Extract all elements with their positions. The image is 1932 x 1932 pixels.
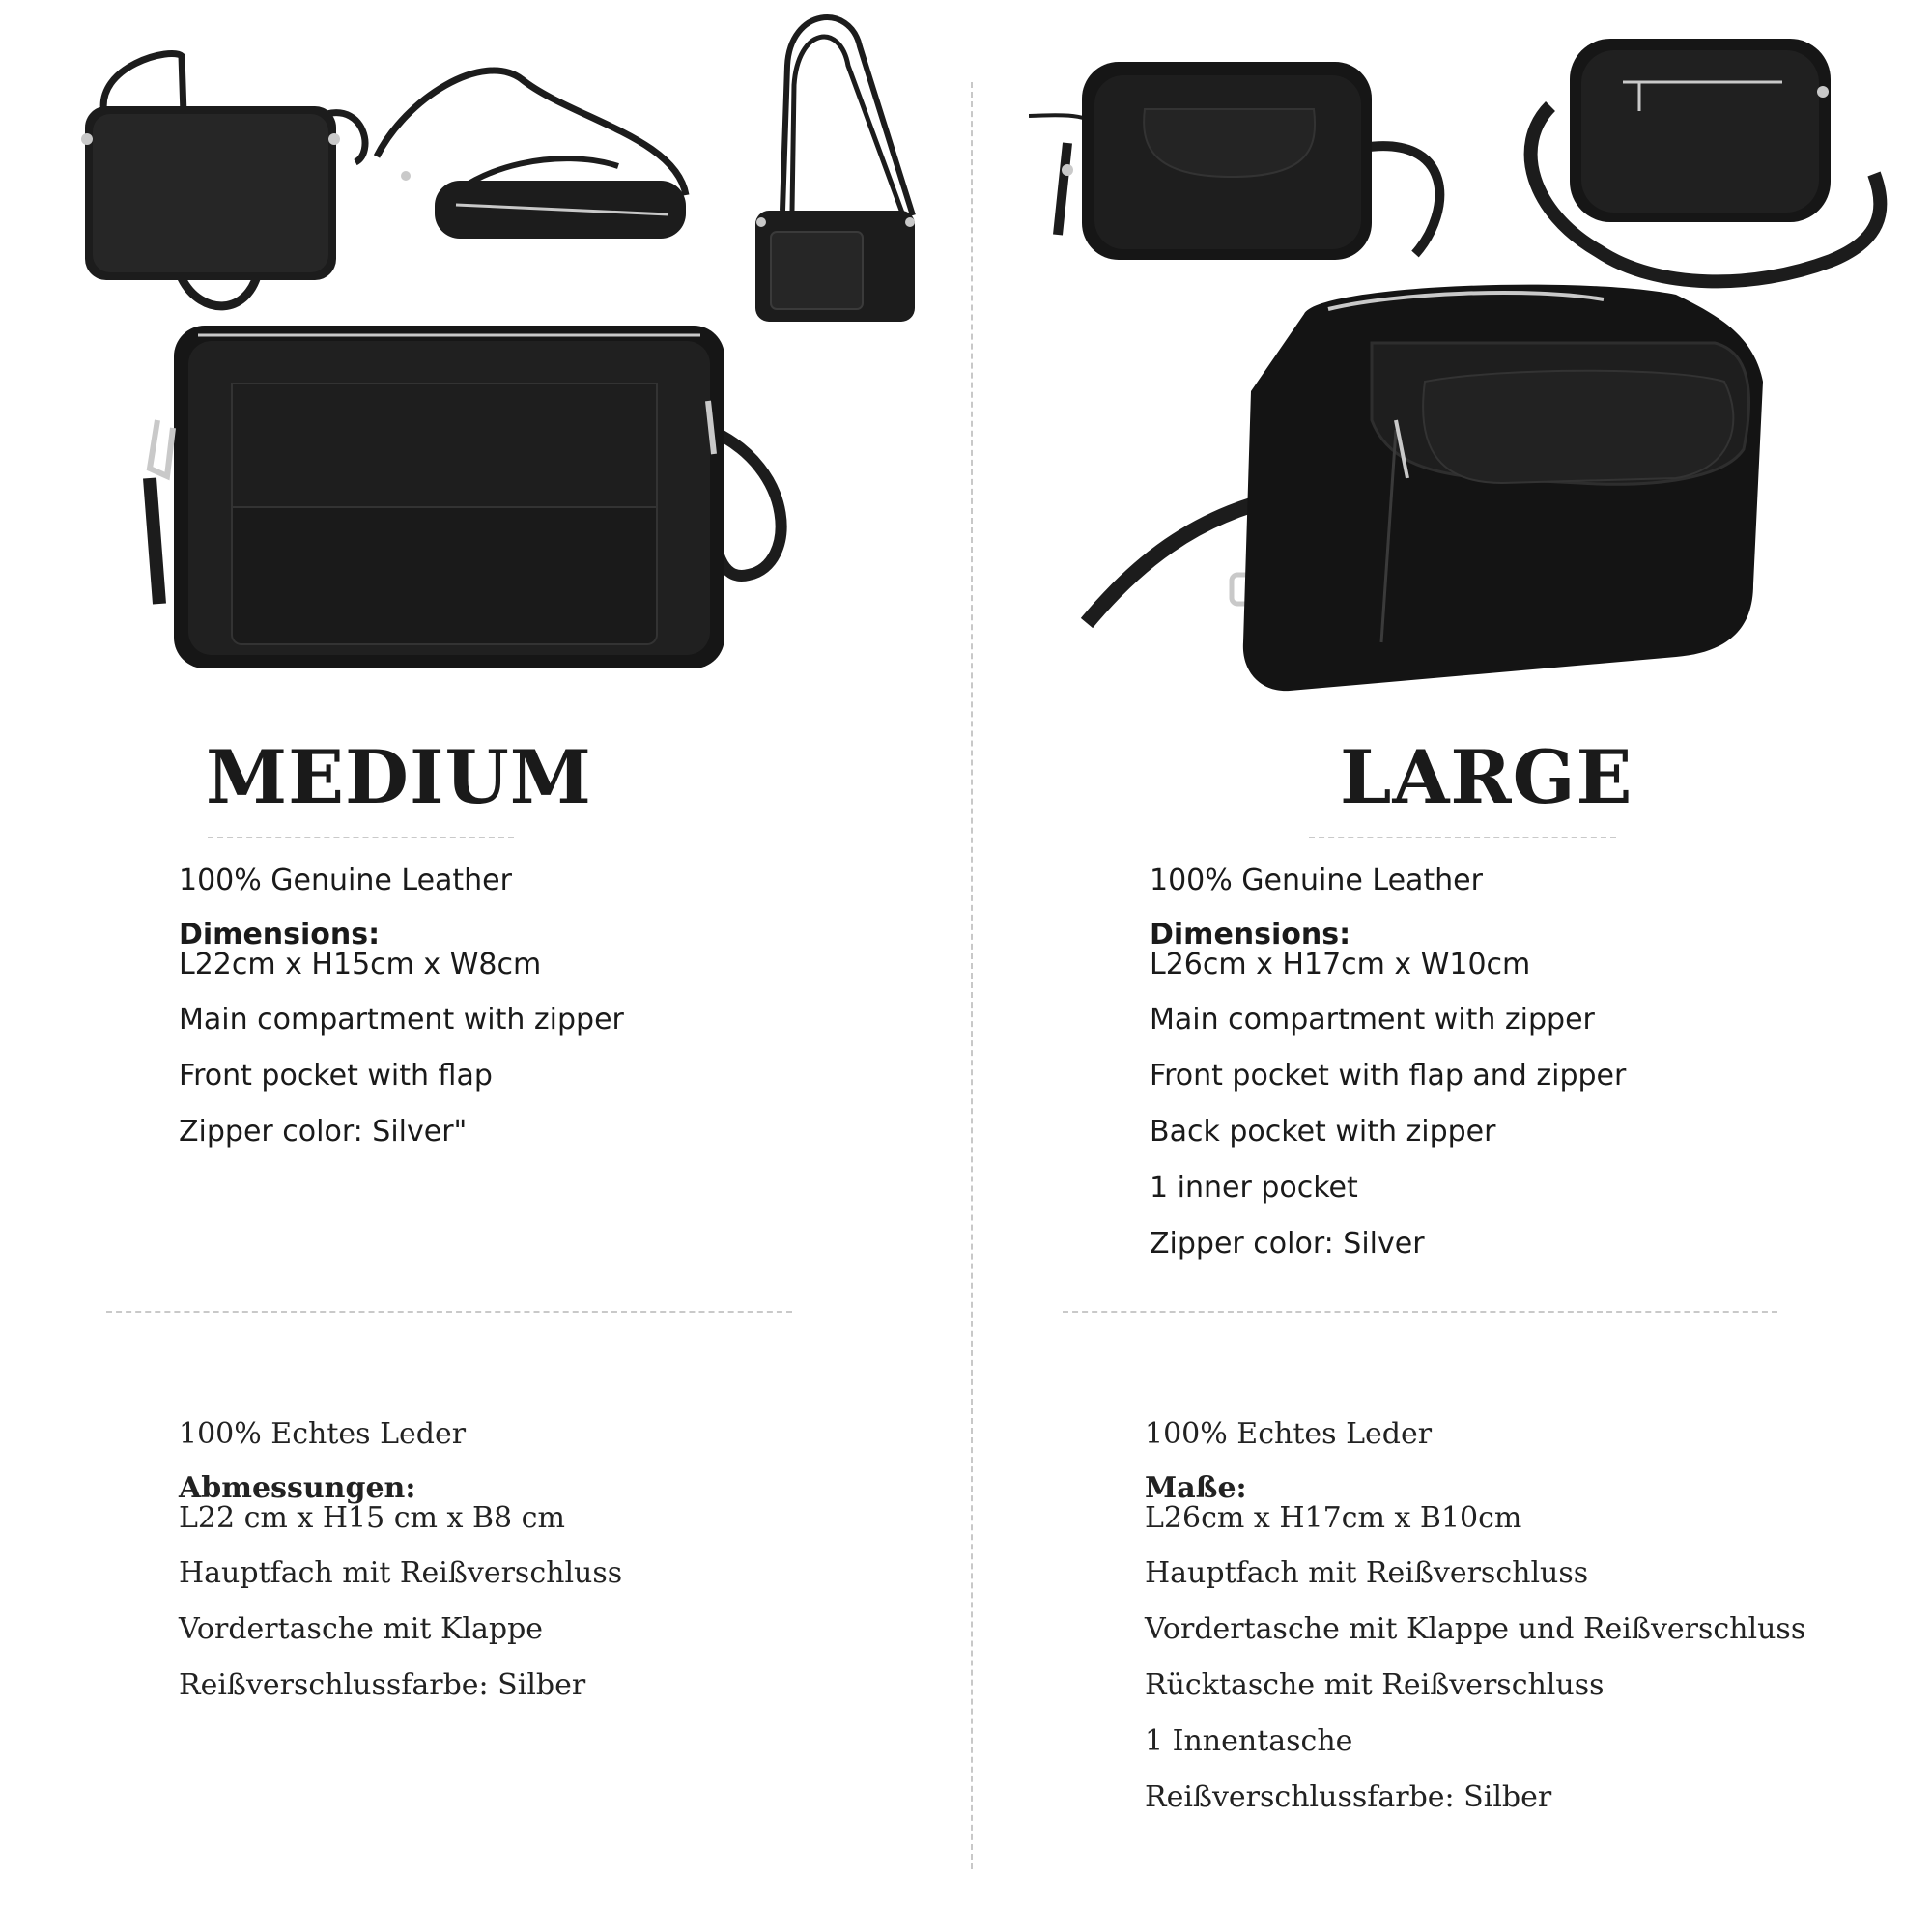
medium-specs-en (179, 865, 624, 1172)
spec-de-main-compartment: Hauptfach mit Reißverschluss (179, 1556, 623, 1590)
spec-zipper-color: Zipper color: Silver" (179, 1115, 468, 1149)
medium-section-divider (106, 1311, 792, 1313)
large-specs-en (1150, 865, 1626, 1284)
spec-de-dimensions-label: Maße: (1145, 1471, 1247, 1505)
spec-de-dimensions-value: L22 cm x H15 cm x B8 cm (179, 1501, 565, 1535)
medium-specs-de (179, 1418, 622, 1725)
spec-dimensions-label: Dimensions: (1150, 918, 1351, 952)
spec-material: 100% Genuine Leather (179, 864, 512, 897)
spec-de-inner-pocket: 1 Innentasche (1145, 1724, 1353, 1758)
spec-inner-pocket: 1 inner pocket (1150, 1171, 1358, 1205)
spec-front-pocket: Front pocket with flap and zipper (1150, 1059, 1627, 1093)
large-bag-main-photo (1077, 275, 1782, 700)
spec-de-main-compartment: Hauptfach mit Reißverschluss (1145, 1556, 1589, 1590)
spec-de-dimensions-value: L26cm x H17cm x B10cm (1145, 1501, 1522, 1535)
spec-main-compartment: Main compartment with zipper (179, 1003, 624, 1037)
large-column (966, 0, 1932, 1932)
large-section-divider (1063, 1311, 1777, 1313)
medium-bag-strap-photo (744, 8, 918, 327)
large-title: LARGE (1340, 734, 1634, 820)
medium-title: MEDIUM (206, 734, 592, 820)
large-title-divider (1309, 837, 1616, 838)
spec-dimensions (179, 918, 624, 981)
spec-de-dimensions (179, 1471, 622, 1535)
spec-de-back-pocket: Rücktasche mit Reißverschluss (1145, 1668, 1605, 1702)
spec-material: 100% Genuine Leather (1150, 864, 1483, 897)
spec-de-dimensions (1145, 1471, 1805, 1535)
large-specs-de (1145, 1418, 1805, 1837)
spec-dimensions-value: L22cm x H15cm x W8cm (179, 948, 542, 981)
spec-dimensions-value: L26cm x H17cm x W10cm (1150, 948, 1531, 981)
medium-bag-top-photo (367, 60, 696, 253)
spec-main-compartment: Main compartment with zipper (1150, 1003, 1595, 1037)
medium-title-divider (208, 837, 514, 838)
spec-de-material: 100% Echtes Leder (179, 1417, 467, 1451)
medium-bag-main-photo (130, 314, 787, 676)
spec-de-material: 100% Echtes Leder (1145, 1417, 1433, 1451)
large-bag-flap-photo (1029, 56, 1454, 264)
spec-front-pocket: Front pocket with flap (179, 1059, 493, 1093)
spec-dimensions (1150, 918, 1626, 981)
spec-de-zipper-color: Reißverschlussfarbe: Silber (1145, 1780, 1552, 1814)
spec-de-dimensions-label: Abmessungen: (179, 1471, 416, 1505)
spec-de-front-pocket: Vordertasche mit Klappe (179, 1612, 544, 1646)
spec-de-zipper-color: Reißverschlussfarbe: Silber (179, 1668, 586, 1702)
spec-back-pocket: Back pocket with zipper (1150, 1115, 1496, 1149)
medium-bag-back-photo (75, 46, 384, 322)
spec-dimensions-label: Dimensions: (179, 918, 381, 952)
spec-de-front-pocket: Vordertasche mit Klappe und Reißverschluss (1145, 1612, 1806, 1646)
spec-zipper-color: Zipper color: Silver (1150, 1227, 1425, 1261)
